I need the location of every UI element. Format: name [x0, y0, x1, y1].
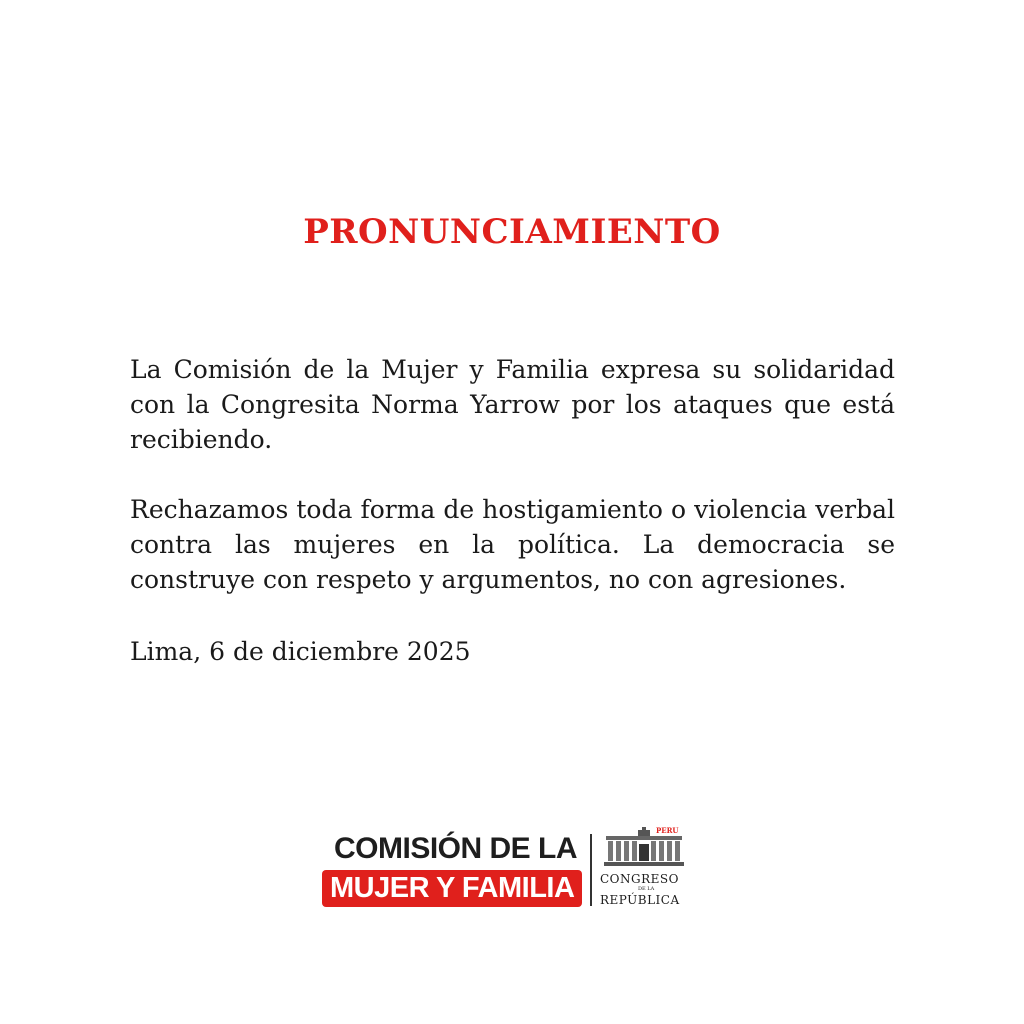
logo-divider	[590, 834, 592, 906]
republica-label: REPÚBLICA	[600, 893, 680, 907]
country-label: PERU	[656, 826, 679, 835]
connector-label: DE LA	[638, 886, 655, 892]
logo-commission-text: COMISIÓN DE LA	[334, 832, 578, 865]
logo-commission-highlight: MUJER Y FAMILIA	[322, 870, 582, 907]
commission-logo	[318, 826, 698, 926]
date-line: Lima, 6 de diciembre 2025	[130, 637, 471, 666]
congress-emblem	[596, 826, 692, 926]
congreso-label: CONGRESO	[600, 872, 679, 886]
paragraph-solidarity: La Comisión de la Mujer y Familia expresa su solidaridad con la Congresita Norma Yarrow por los ataques que está recibiendo.	[130, 355, 895, 454]
page-title: PRONUNCIAMIENTO	[303, 212, 721, 252]
paragraph-rejection: Rechazamos toda forma de hostigamiento o violencia verbal contra las mujeres en la política. La democracia se construye con respeto y argumentos, no con agresiones.	[130, 495, 895, 594]
